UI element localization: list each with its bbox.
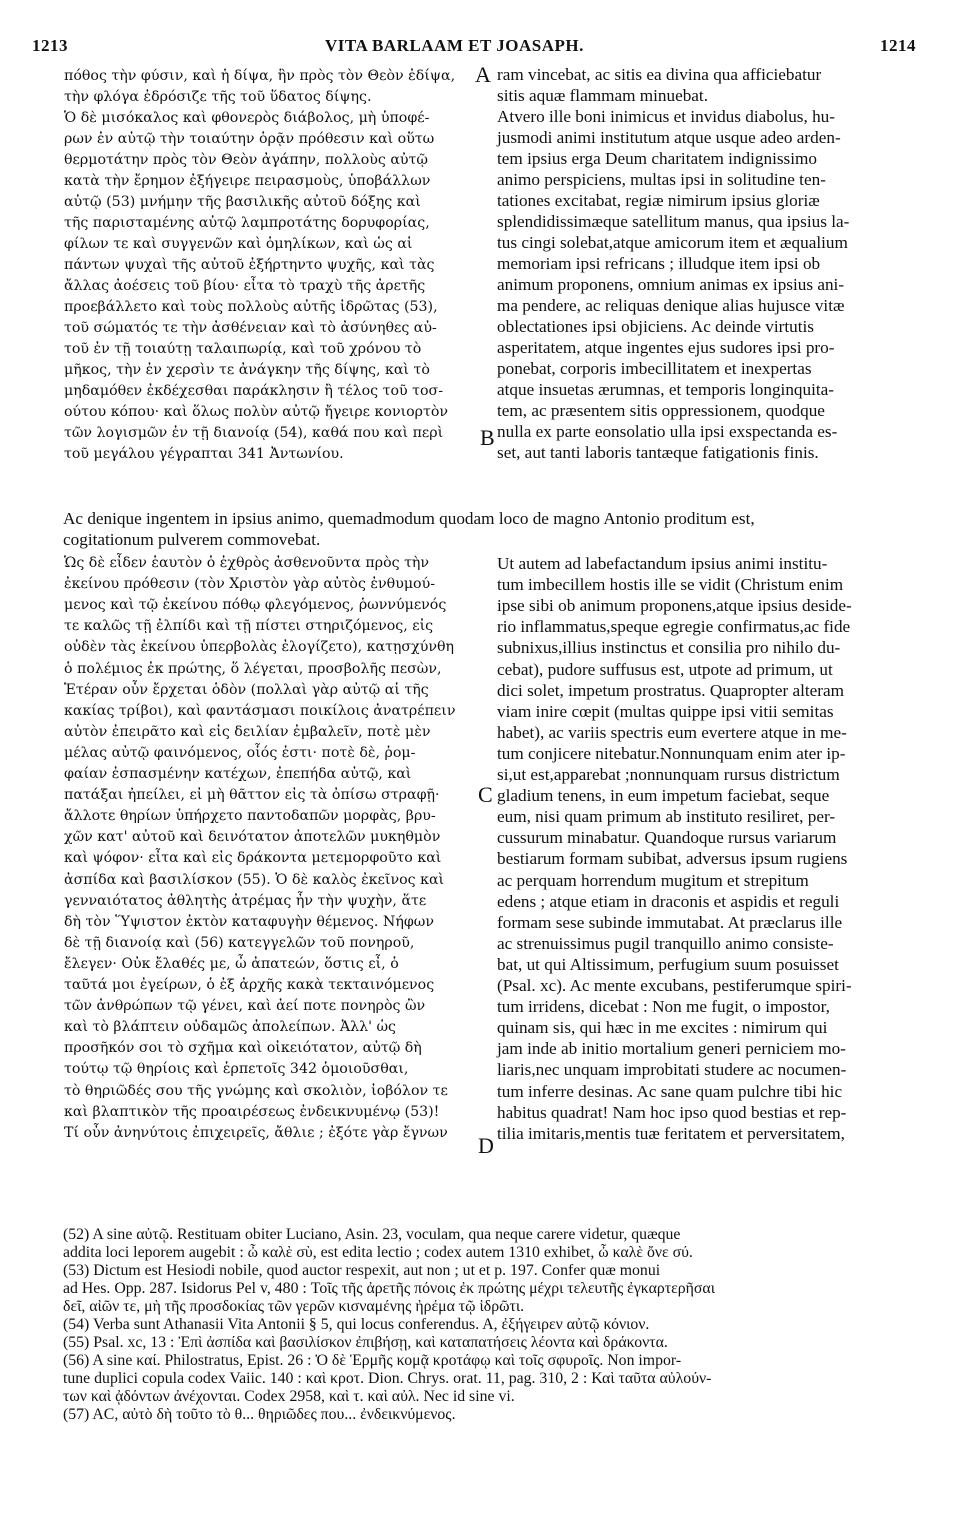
- footnote-line: (56) A sine καί. Philostratus, Epist. 26 : Ὁ δὲ Ἑρμῆς κομᾷ κροτάφῳ καὶ τοῖς σφυροῖς. Non impor-: [63, 1352, 682, 1369]
- footnote-line: addita loci leporem augebit : ὦ καλὲ σὺ, est edita lectio ; codex autem 1310 exhibet, ὦ καλὲ ὄνε σύ.: [63, 1244, 693, 1261]
- latin-line: Ac denique ingentem in ipsius animo, quemadmodum quodam loco de magno Antonio proditum est,: [63, 509, 755, 528]
- greek-line: τοῦ ἐν τῇ τοιαύτῃ ταλαιπωρίᾳ, καὶ τοῦ χρόνου τὸ: [64, 341, 422, 357]
- greek-line: Ἑτέραν οὖν ἔρχεται ὁδὸν (πολλαὶ γὰρ αὐτῷ αἱ τῆς: [64, 681, 429, 698]
- greek-line: αὐτῷ (53) μνήμην τῆς βασιλικῆς αὐτοῦ δόξης καὶ: [64, 194, 421, 210]
- latin-line: animum proponens, omnium animas ex ipsius ani-: [497, 275, 845, 294]
- footnote-line: (55) Psal. xc, 13 : Ἐπὶ ἀσπίδα καὶ βασιλίσκον ἐπιβήσῃ, καὶ καταπατήσεις λέοντα καὶ δράκοντα.: [63, 1334, 668, 1351]
- greek-line: Ὁ δὲ μισόκαλος καὶ φθονερὸς διάβολος, μὴ ὑποφέ-: [64, 110, 430, 126]
- greek-line: τῶν λογισμῶν ἐν τῇ διανοίᾳ (54), καθά που καὶ περὶ: [64, 425, 444, 441]
- latin-line: tum inferre desinas. Ac sane quam pulchre tibi hic: [497, 1081, 843, 1101]
- margin-mark-a: A: [475, 62, 491, 87]
- footnote-line: (53) Dictum est Hesiodi nobile, quod auctor respexit, aut non ; ut et p. 197. Confer quæ monui: [63, 1262, 661, 1279]
- greek-line: τούτῳ τῷ θηρίοις καὶ ἑρπετοῖς 342 ὁμοιοῦσθαι,: [64, 1061, 409, 1078]
- greek-line: πάντων ψυχαὶ τῆς αὐτοῦ ἐξήρτηντο ψυχῆς, καὶ τὰς: [64, 257, 435, 273]
- footnote-line: δεῖ, αἰῶν τε, μὴ τῆς προσδοκίας τῶν γερῶν κισναμένης ἠρέμα τῷ ἱδρῶτι.: [63, 1298, 525, 1315]
- greek-line: ούτου κόπου· καὶ ὅλως πολὺν αὐτῷ ἤγειρε κονιορτὸν: [64, 404, 449, 420]
- greek-line: καὶ ψόφον· εἶτα καὶ εἰς δράκοντα μετεμορφοῦτο καὶ: [64, 850, 442, 867]
- latin-line: jam inde ab initio mortalium generi perniciem mo-: [497, 1039, 846, 1059]
- latin-line: sitis aquæ flammam minuebat.: [497, 86, 708, 105]
- latin-line: animo perspiciens, multas ipsi in solitudine ten-: [497, 170, 826, 189]
- latin-line: bat, ut qui Altissimum, perfugium suum posuisset: [497, 954, 839, 974]
- left-page-number: 1213: [32, 36, 68, 55]
- latin-line: nulla ex parte eonsolatio ulla ipsi exspectanda es-: [497, 422, 838, 441]
- margin-mark-d: D: [478, 1133, 494, 1158]
- margin-mark-c: C: [478, 782, 493, 807]
- latin-line: bestiarum formam subibat, adversus ipsum rugiens: [497, 849, 848, 869]
- latin-line: ipse sibi ob animum proponens,atque ipsius deside-: [497, 596, 852, 616]
- greek-line: πατάξαι ἠπείλει, εἰ μὴ θᾶττον εἰς τὰ ὀπίσω στραφῇ·: [64, 787, 440, 804]
- latin-line: gladium tenens, in eum impetum faciebat, seque: [497, 786, 830, 806]
- greek-line: δὲ τῇ διανοίᾳ καὶ (56) κατεγγελῶν τοῦ πονηροῦ,: [64, 934, 415, 951]
- footnote-line: (54) Verba sunt Athanasii Vita Antonii § 5, qui locus conferendus. A, ἐξήγειρεν αὐτῷ κόνιον.: [63, 1316, 650, 1333]
- greek-line: Τί οὖν ἀνηνύτοις ἐπιχειρεῖς, ἄθλιε ; ἐξότε γὰρ ἔγνων: [64, 1124, 448, 1141]
- greek-line: τοῦ σώματός τε τὴν ἀσθένειαν καὶ τὸ ἀσύνηθες αὐ-: [64, 320, 437, 336]
- greek-line: καὶ βλαπτικὸν τῆς προαιρέσεως ἐνδεικνυμένῳ (53)!: [64, 1103, 440, 1120]
- greek-line: θερμοτάτην πρὸς τὸν Θεὸν ἀγάπην, πολλοὺς αὐτῷ: [64, 152, 428, 168]
- greek-line: καὶ τὸ βλάπτειν οὐδαμῶς ἀπολείπων. Ἀλλ' ὡς: [64, 1019, 396, 1036]
- latin-line: liaris,nec unquam improbitati studere ac nocumen-: [497, 1060, 847, 1080]
- greek-line: τῶν ἀνθρώπων τῷ γένει, καὶ ἀεί ποτε πονηρὸς ὢν: [64, 998, 426, 1015]
- greek-line: ἔλεγεν· Οὐκ ἔλαθές με, ὦ ἀπατεών, ὅστις εἶ, ὁ: [64, 955, 399, 972]
- greek-line: τὸ θηριῶδές σου τῆς γνώμης καὶ σκολιὸν, ἰοβόλον τε: [64, 1082, 448, 1099]
- latin-line: si,ut est,apparebat ;nonnunquam rursus districtum: [497, 765, 840, 784]
- latin-line: eum, nisi quam primum ab instituto resiliret, per-: [497, 807, 836, 827]
- greek-line: δὴ τὸν Ὕψιστον ἐκτὸν καταφυγὴν θέμενος. Νήφων: [64, 913, 434, 930]
- greek-line: μέλας αὐτῷ φαινόμενος, οἷός ἐστι· ποτὲ δὲ, ῥομ-: [64, 744, 416, 761]
- footnote-line: ad Hes. Opp. 287. Isidorus Pel v, 480 : Τοῖς τῆς ἀρετῆς πόνοις ἐκ πρώτης μέχρι τελευτῆς ἐγκαρτερῆσαι: [63, 1280, 715, 1297]
- running-title: VITA BARLAAM ET JOASAPH.: [325, 36, 584, 55]
- margin-mark-b: B: [480, 425, 495, 450]
- latin-line: tem, ac præsentem sitis oppressionem, quodque: [497, 401, 825, 420]
- footnote-line: των καὶ ᾀδόντων ἀνέχονται. Codex 2958, καὶ τ. καὶ αὐλ. Nec id sine vi.: [63, 1388, 515, 1405]
- footnote-line: tune duplici copula codex Vaiic. 140 : καὶ κροτ. Dion. Chrys. orat. 11, pag. 310, 2 : Καὶ ταῦτα αὐλούν-: [63, 1370, 712, 1387]
- greek-line: ἄλλοτε θηρίων ὑπήρχετο παντοδαπῶν μορφὰς, βρυ-: [64, 808, 436, 825]
- greek-line: φαίαν ἐσπασμένην κατέχων, ἐπεπήδα αὐτῷ, καὶ: [64, 766, 412, 782]
- greek-line: γενναιότατος ἀθλητὴς ἀτρέμας ἦν τὴν ψυχὴν, ἅτε: [64, 892, 427, 909]
- latin-line: splendidissimæque satellitum manus, qua ipsius la-: [497, 212, 850, 231]
- latin-line: formam sese subinde immutabat. At præclarus ille: [497, 912, 843, 932]
- greek-line: αὐτὸν ἐπειρᾶτο καὶ εἰς δειλίαν ἐμβαλεῖν, ποτὲ μὲν: [64, 723, 431, 740]
- latin-line: tilia imitaris,mentis tuæ feritatem et perversitatem,: [497, 1123, 845, 1143]
- greek-line: ἄλλας ἀοέσεις τοῦ βίου· εἶτα τὸ τραχὺ τῆς ἀρετῆς: [64, 278, 426, 294]
- greek-line: τοῦ μεγάλου γέγραπται 341 Ἀντωνίου.: [64, 446, 344, 462]
- greek-line: ὁ πολέμιος ἐκ πρώτης, ὅ λέγεται, προσβολῆς πεσὼν,: [64, 660, 442, 677]
- footnote-line: (52) A sine αὐτῷ. Restituam obiter Luciano, Asin. 23, voculam, qua neque carere videtur, quæque: [63, 1226, 681, 1243]
- latin-line: ram vincebat, ac sitis ea divina qua afficiebatur: [497, 65, 822, 84]
- greek-line: τῆς παρισταμένης αὐτῷ λαμπροτάτης δορυφορίας,: [64, 215, 430, 231]
- greek-line: ἀσπίδα καὶ βασιλίσκον (55). Ὁ δὲ καλὸς ἐκεῖνος καὶ: [64, 871, 445, 888]
- greek-line: τε καλῶς τῇ ἐλπίδι καὶ τῇ πίστει στηριζόμενος, εἰς: [64, 618, 434, 635]
- latin-line: tum irridens, dicebat : Non me fugit, o impostor,: [497, 997, 830, 1017]
- latin-line: ma pendere, ac reliquas denique alias hujusce vitæ: [497, 296, 845, 315]
- greek-line: κακίας τρίβοι), καὶ φαντάσμασι ποικίλοις ἀνατρέπειν: [64, 702, 456, 719]
- greek-line: προσῆκόν σοι τὸ σχῆμα καὶ οἰκειότατον, αὐτῷ δὴ: [64, 1040, 422, 1057]
- latin-line: ac strenuissimus pugil tranquillo animo consiste-: [497, 933, 834, 953]
- latin-line: tum imbecillem hostis ille se vidit (Christum enim: [497, 575, 844, 595]
- greek-line: Ὡς δὲ εἶδεν ἑαυτὸν ὁ ἐχθρὸς ἀσθενοῦντα πρὸς τὴν: [64, 555, 430, 571]
- latin-line: ac perquam horrendum mugitum et strepitum: [497, 870, 809, 890]
- latin-line: jusmodi animi institutum atque usque adeo arden-: [497, 128, 841, 147]
- latin-line: habitus quadrat! Nam hoc ipso quod bestias et rep-: [497, 1102, 847, 1122]
- greek-line: τὴν φλόγα ἐδρόσιζε τῆς τοῦ ὕδατος δίψης.: [64, 89, 372, 105]
- greek-line: μηδαμόθεν ἐκδέχεσθαι παράκλησιν ἢ τέλος τοῦ τοσ-: [64, 383, 443, 399]
- latin-line: edens ; atque etiam in draconis et aspidis et reguli: [497, 891, 840, 911]
- greek-line: φίλων τε καὶ συγγενῶν καὶ ὁμηλίκων, καὶ ὡς αἱ: [64, 236, 413, 252]
- greek-line: οὐδὲν τὰς ἐκείνου ὑπερβολὰς ἐλογίζετο), κατῃσχύνθη: [64, 639, 454, 656]
- latin-line: Ut autem ad labefactandum ipsius animi institu-: [497, 554, 828, 573]
- latin-line: habet), ac variis spectris eum evertere atque in me-: [497, 722, 847, 742]
- latin-line: tem ipsius erga Deum charitatem indignissimo: [497, 149, 817, 168]
- latin-line: cussurum minabatur. Quandoque rursus variarum: [497, 828, 837, 848]
- latin-line: set, aut tanti laboris tantæque fatigationis finis.: [497, 443, 819, 462]
- greek-line: ἐκείνου πρόθεσιν (τὸν Χριστὸν γὰρ αὐτὸς ἐνθυμού-: [64, 576, 435, 593]
- latin-line: asperitatem, atque ingentes ejus sudores ipsi pro-: [497, 338, 835, 357]
- greek-line: μενος καὶ τῷ ἐκείνου πόθῳ φλεγόμενος, ῥωννύμενός: [64, 597, 447, 614]
- greek-line: προεβάλλετο καὶ τοὺς πολλοὺς αὐτῆς ἱδρῶτας (53),: [64, 299, 438, 315]
- greek-line: μῆκος, τὴν ἐν χερσὶν τε ἀνάγκην τῆς δίψης, καὶ τὸ: [64, 362, 430, 378]
- greek-line: πόθος τὴν φύσιν, καὶ ἡ δίψα, ἣν πρὸς τὸν Θεὸν ἐδίψα,: [64, 68, 456, 84]
- latin-line: tum conjicere nitebatur.Nonnunquam enim ater ip-: [497, 743, 846, 763]
- latin-line: oblectationes ipsi objiciens. Ac deinde virtutis: [497, 317, 814, 336]
- right-page-number: 1214: [880, 36, 916, 55]
- latin-line: cebat), pudore suffusus est, utpote ad primum, ut: [497, 659, 833, 679]
- latin-line: atque insuetas ærumnas, et temporis longinquita-: [497, 380, 835, 399]
- latin-line: ponebat, corporis imbecillitatem et inexpertas: [497, 359, 812, 378]
- latin-line: subnixus,illius instinctus et consilia pro nihilo du-: [497, 638, 841, 658]
- latin-line: tus cingi solebat,atque amicorum item et æqualium: [497, 233, 848, 252]
- greek-line: κατὰ τὴν ἔρημον ἐξήγειρε πειρασμοὺς, ὑποβάλλων: [64, 173, 431, 189]
- latin-line: cogitationum pulverem commovebat.: [63, 530, 321, 549]
- greek-line: ρων ἐν αὐτῷ τὴν τοιαύτην ὁρᾷν πρόθεσιν καὶ οὕτω: [64, 131, 435, 147]
- footnote-line: (57) AC, αὐτὸ δὴ τοῦτο τὸ θ... θηριῶδες που... ἐνδεικνύμενος.: [63, 1406, 456, 1423]
- latin-line: Atvero ille boni inimicus et invidus diabolus, hu-: [497, 107, 835, 126]
- greek-line: ταῦτά μοι ἐγείρων, ὁ ἐξ ἀρχῆς κακὰ τεκταινόμενος: [64, 977, 435, 993]
- greek-line: χῶν κατ' αὐτοῦ καὶ δεινότατον ἀποτελῶν μυκηθμὸν: [64, 829, 441, 846]
- latin-line: memoriam ipsi refricans ; illudque item ipsi ob: [497, 254, 821, 273]
- latin-line: (Psal. xc). Ac mente excubans, pestiferumque spiri-: [497, 976, 852, 995]
- latin-line: quinam sis, qui hæc in me excites : nimirum qui: [497, 1018, 828, 1038]
- latin-line: dici solet, impetum prostratus. Quapropter alteram: [497, 680, 844, 700]
- latin-line: viam inire cœpit (multas quippe ipsi vitii semitas: [497, 701, 834, 721]
- latin-line: tationes excitabat, regiæ nimirum ipsius gloriæ: [497, 191, 820, 210]
- latin-line: rio inflammatus,speque egregie confirmatus,ac fide: [497, 617, 851, 637]
